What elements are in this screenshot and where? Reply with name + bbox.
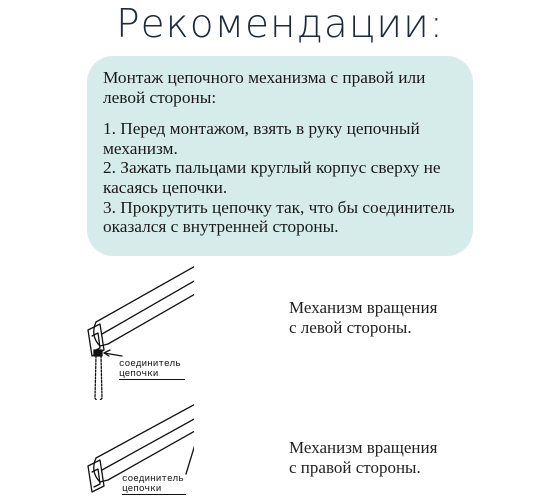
step-3: 3. Прокрутить цепочку так, что бы соединитель оказался с внутренней стороны. bbox=[103, 197, 455, 237]
page-title: Рекомендации: bbox=[116, 2, 444, 47]
connector-label-1a: соединитель bbox=[119, 358, 181, 369]
label-underline-1 bbox=[119, 379, 185, 380]
left-mechanism-caption bbox=[289, 298, 437, 338]
roller-tube bbox=[96, 260, 194, 322]
label-underline-2 bbox=[122, 494, 186, 495]
right-mechanism-caption bbox=[289, 438, 437, 478]
info-box bbox=[87, 56, 473, 256]
intro-text: Монтаж цепочного механизма с правой или левой стороны: bbox=[103, 68, 426, 107]
step-2: 2. Зажать пальцами круглый корпус сверху не касаясь цепочки. bbox=[103, 158, 441, 197]
caption-line: с правой стороны. bbox=[289, 458, 421, 477]
caption-line: Механизм вращения bbox=[289, 438, 438, 457]
caption-line: Механизм вращения bbox=[289, 298, 438, 317]
connector-label-2b: цепочки bbox=[122, 483, 162, 494]
roller-tube-bottom bbox=[108, 418, 194, 480]
caption-line: с левой стороны. bbox=[289, 318, 412, 337]
connector-label-2a: соединитель bbox=[122, 473, 184, 484]
connector-label-1b: цепочки bbox=[119, 368, 159, 379]
chain-housing bbox=[94, 350, 102, 356]
step-1: 1. Перед монтажом, взять в руку цепочный механизм. bbox=[103, 119, 420, 158]
